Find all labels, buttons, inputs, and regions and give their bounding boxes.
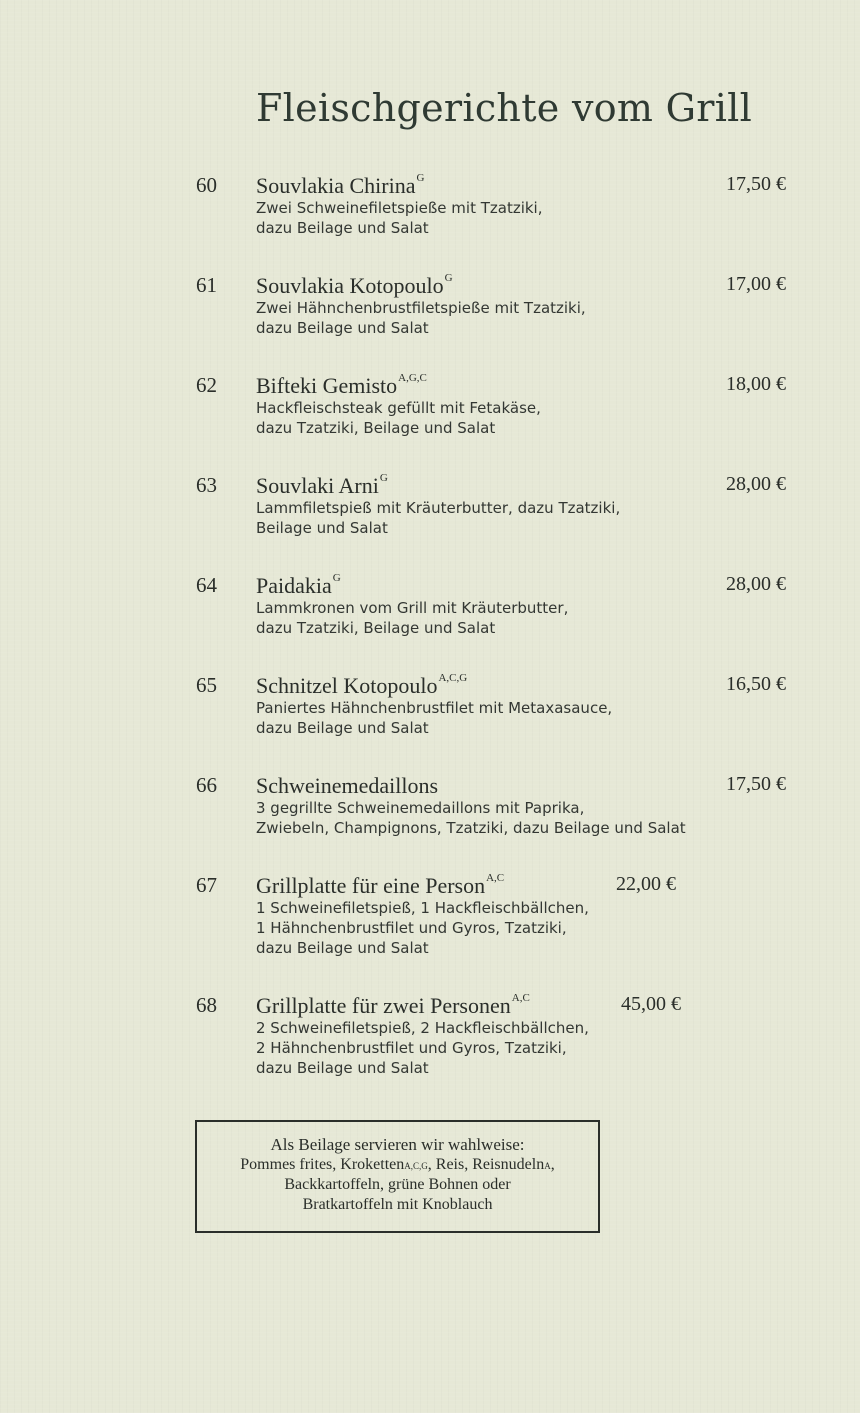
menu-item [0, 873, 860, 963]
description-line: dazu Tzatziki, Beilage und Salat [256, 619, 496, 637]
item-name-text: Grillplatte für eine Person [256, 873, 486, 898]
item-name [256, 773, 438, 799]
menu-item [0, 673, 860, 763]
description-line: dazu Beilage und Salat [256, 319, 429, 337]
description-line: Paniertes Hähnchenbrustfilet mit Metaxasauce, [256, 699, 613, 717]
allergen-marker: G [332, 572, 341, 584]
description-line: dazu Beilage und Salat [256, 219, 429, 237]
allergen-marker: A,G,C [398, 372, 427, 384]
item-description [256, 798, 686, 838]
description-line: Zwei Hähnchenbrustfiletspieße mit Tzatziki, [256, 299, 586, 317]
menu-item [0, 173, 860, 263]
allergen-marker: A [544, 1161, 551, 1171]
item-number: 60 [196, 173, 217, 197]
description-line: Beilage und Salat [256, 519, 388, 537]
item-name [256, 573, 341, 599]
sides-text: , Reis, Reisnudeln [427, 1156, 545, 1173]
description-line: dazu Beilage und Salat [256, 939, 429, 957]
item-price: 17,50 € [726, 773, 786, 795]
item-description [256, 598, 568, 638]
item-number: 67 [196, 873, 217, 897]
sides-box [195, 1120, 600, 1233]
page-title: Fleischgerichte vom Grill [256, 86, 753, 130]
menu-item [0, 273, 860, 363]
allergen-marker: G [416, 172, 425, 184]
item-name [256, 173, 424, 199]
item-name [256, 673, 467, 699]
description-line: 1 Hähnchenbrustfilet und Gyros, Tzatziki, [256, 919, 567, 937]
allergen-marker: G [444, 272, 453, 284]
item-description [256, 298, 586, 338]
item-name-text: Souvlaki Arni [256, 473, 379, 498]
sides-heading: Als Beilage servieren wir wahlweise: [270, 1135, 525, 1154]
description-line: 2 Schweinefiletspieß, 2 Hackfleischbällchen, [256, 1019, 589, 1037]
description-line: dazu Beilage und Salat [256, 719, 429, 737]
allergen-marker: A,C [486, 872, 505, 884]
item-number: 65 [196, 673, 217, 697]
description-line: 1 Schweinefiletspieß, 1 Hackfleischbällchen, [256, 899, 589, 917]
item-name-text: Souvlakia Kotopoulo [256, 273, 444, 298]
item-description [256, 198, 543, 238]
allergen-marker: A,C [511, 992, 530, 1004]
item-description [256, 498, 620, 538]
item-number: 63 [196, 473, 217, 497]
description-line: 2 Hähnchenbrustfilet und Gyros, Tzatziki, [256, 1039, 567, 1057]
description-line: Hackfleischsteak gefüllt mit Fetakäse, [256, 399, 541, 417]
sides-line-1 [197, 1155, 598, 1175]
menu-item [0, 573, 860, 663]
item-name-text: Schweinemedaillons [256, 773, 439, 798]
allergen-marker: A,C,G [438, 672, 468, 684]
item-description [256, 1018, 589, 1078]
sides-line-3: Bratkartoffeln mit Knoblauch [302, 1196, 493, 1213]
item-price: 17,50 € [726, 173, 786, 195]
item-description [256, 698, 612, 738]
item-description [256, 898, 589, 958]
menu-item [0, 993, 860, 1083]
item-price: 28,00 € [726, 473, 786, 495]
description-line: Zwei Schweinefiletspieße mit Tzatziki, [256, 199, 543, 217]
description-line: Lammkronen vom Grill mit Kräuterbutter, [256, 599, 569, 617]
sides-text: , [550, 1156, 555, 1173]
allergen-marker: G [379, 472, 388, 484]
menu-item [0, 373, 860, 463]
item-number: 68 [196, 993, 217, 1017]
item-name [256, 273, 453, 299]
description-line: 3 gegrillte Schweinemedaillons mit Paprika, [256, 799, 585, 817]
item-name-text: Bifteki Gemisto [256, 373, 398, 398]
item-name-text: Schnitzel Kotopoulo [256, 673, 438, 698]
sides-text: Pommes frites, Kroketten [240, 1156, 405, 1173]
description-line: Zwiebeln, Champignons, Tzatziki, dazu Beilage und Salat [256, 819, 686, 837]
item-number: 64 [196, 573, 217, 597]
item-name [256, 373, 427, 399]
description-line: dazu Tzatziki, Beilage und Salat [256, 419, 496, 437]
item-name [256, 993, 530, 1019]
item-name-text: Paidakia [256, 573, 332, 598]
item-price: 22,00 € [616, 873, 676, 895]
item-price: 45,00 € [621, 993, 681, 1015]
item-name [256, 473, 388, 499]
sides-line-2: Backkartoffeln, grüne Bohnen oder [284, 1176, 511, 1193]
item-name [256, 873, 504, 899]
menu-item [0, 773, 860, 863]
item-name-text: Grillplatte für zwei Personen [256, 993, 511, 1018]
item-price: 17,00 € [726, 273, 786, 295]
item-number: 62 [196, 373, 217, 397]
item-number: 66 [196, 773, 217, 797]
allergen-marker: A,C,G [404, 1161, 428, 1171]
description-line: Lammfiletspieß mit Kräuterbutter, dazu Tzatziki, [256, 499, 621, 517]
item-price: 28,00 € [726, 573, 786, 595]
item-number: 61 [196, 273, 217, 297]
item-price: 18,00 € [726, 373, 786, 395]
menu-item [0, 473, 860, 563]
item-description [256, 398, 541, 438]
item-name-text: Souvlakia Chirina [256, 173, 416, 198]
description-line: dazu Beilage und Salat [256, 1059, 429, 1077]
item-price: 16,50 € [726, 673, 786, 695]
